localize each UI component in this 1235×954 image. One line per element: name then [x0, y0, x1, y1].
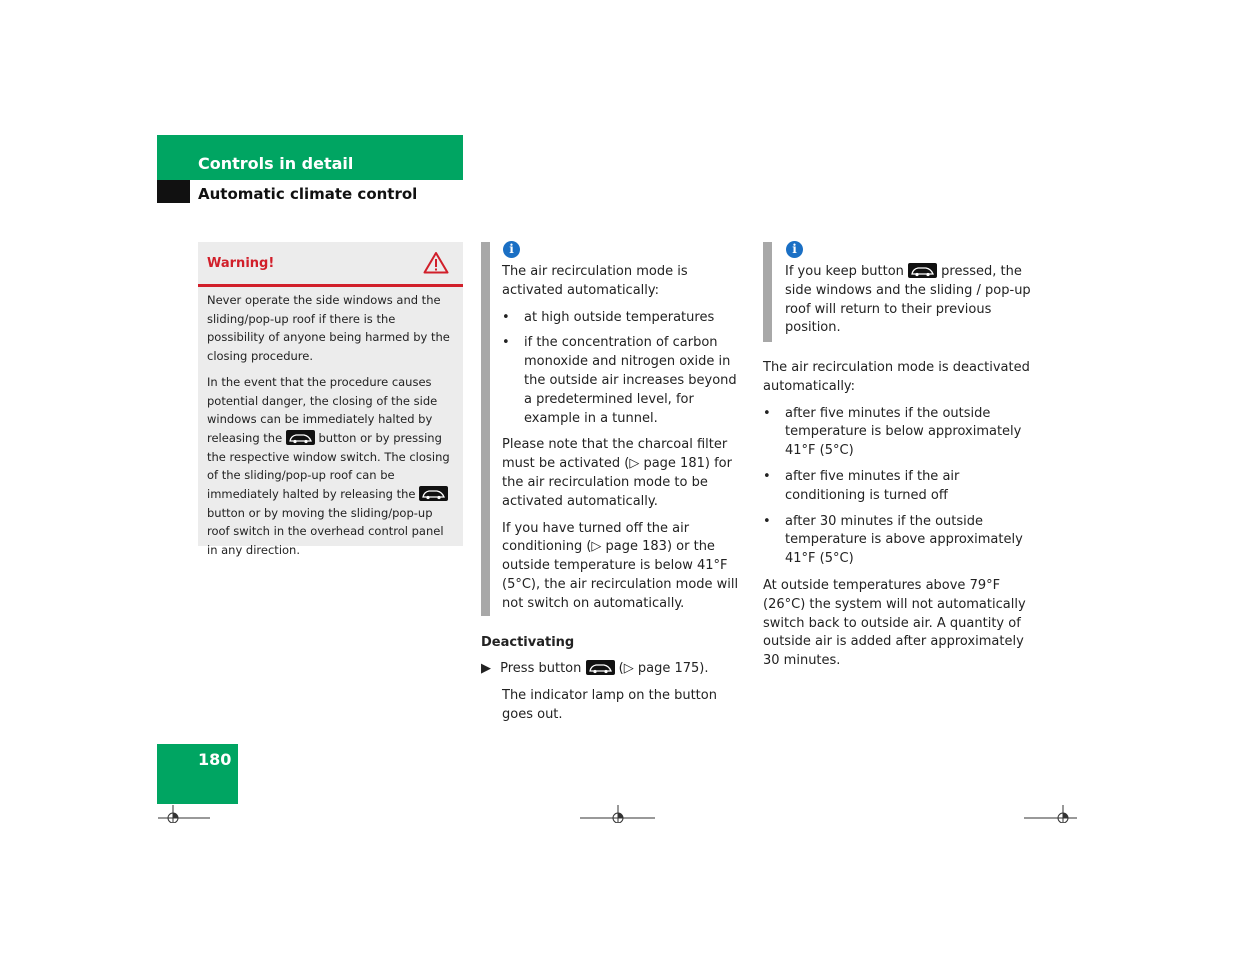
warning-body — [198, 287, 463, 560]
window-close-button-icon — [908, 263, 937, 278]
list-item: • after 30 minutes if the outside temperature is above approximately 41°F (5°C) — [763, 513, 1033, 569]
step-result: The indicator lamp on the button goes out. — [502, 688, 717, 722]
info-sidebar-bar — [763, 242, 772, 342]
middle-info-note — [502, 263, 748, 622]
info-paragraph: Please note that the charcoal filter must be activated (▷ page 181) for the air recirculation mode to be activated automatically. — [502, 437, 732, 509]
crop-mark-icon — [158, 803, 212, 823]
step-arrow-icon: ▶ — [481, 661, 491, 676]
paragraph: The air recirculation mode is deactivated automatically: — [763, 360, 1030, 394]
window-close-button-icon — [286, 430, 315, 445]
window-close-button-icon — [419, 486, 448, 501]
paragraph: At outside temperatures above 79°F (26°C) the system will not automatically switch back to outside air. A quantity of outside air is added after approximately 30 minutes. — [763, 577, 1026, 669]
crop-mark-icon — [1024, 803, 1078, 823]
right-info-note: If you keep button pressed, the side windows and the sliding / pop-up roof will return to their previous position. — [785, 264, 1031, 336]
warning-box — [198, 242, 463, 558]
recirculation-button-icon — [586, 660, 615, 675]
info-icon: i — [503, 241, 520, 258]
bullet-list — [763, 405, 1033, 569]
info-intro: The air recirculation mode is activated automatically: — [502, 264, 688, 298]
crop-mark-icon — [580, 803, 656, 823]
warning-header — [198, 242, 463, 287]
info-sidebar-bar — [481, 242, 490, 616]
page-number: 180 — [198, 750, 232, 769]
warning-triangle-icon — [423, 251, 449, 278]
list-item: • after five minutes if the air conditioning is turned off — [763, 468, 1033, 506]
chapter-title: Controls in detail — [198, 154, 354, 173]
deactivating-heading: Deactivating — [481, 635, 575, 650]
warning-paragraph: Never operate the side windows and the sliding/pop-up roof if there is the possibility of anyone being harmed by the closing procedure. — [207, 293, 450, 364]
list-item: • if the concentration of carbon monoxide and nitrogen oxide in the outside air increases beyond a predetermined level, for example in a tunnel. — [502, 334, 748, 428]
warning-paragraph: In the event that the procedure causes potential danger, the closing of the side windows can be immediately halted by releasing the button or by pressing the respective window switch. The closing of the sliding/pop-up roof can be immediately halted by releasing the button or by moving the sliding/pop-up roof switch in the overhead control panel in any direction. — [207, 374, 450, 558]
section-marker — [157, 180, 190, 203]
info-bullet-list — [502, 309, 748, 429]
info-paragraph: If you have turned off the air conditioning (▷ page 183) or the outside temperature is below 41°F (5°C), the air recirculation mode will not switch on automatically. — [502, 520, 739, 611]
warning-label: Warning! — [207, 256, 275, 271]
info-icon: i — [786, 241, 803, 258]
list-item: • at high outside temperatures — [502, 309, 748, 328]
section-title: Automatic climate control — [198, 185, 418, 203]
right-main-text — [763, 359, 1033, 679]
list-item: • after five minutes if the outside temperature is below approximately 41°F (5°C) — [763, 405, 1033, 461]
deactivating-step: ▶ Press button (▷ page 175). — [481, 661, 709, 676]
